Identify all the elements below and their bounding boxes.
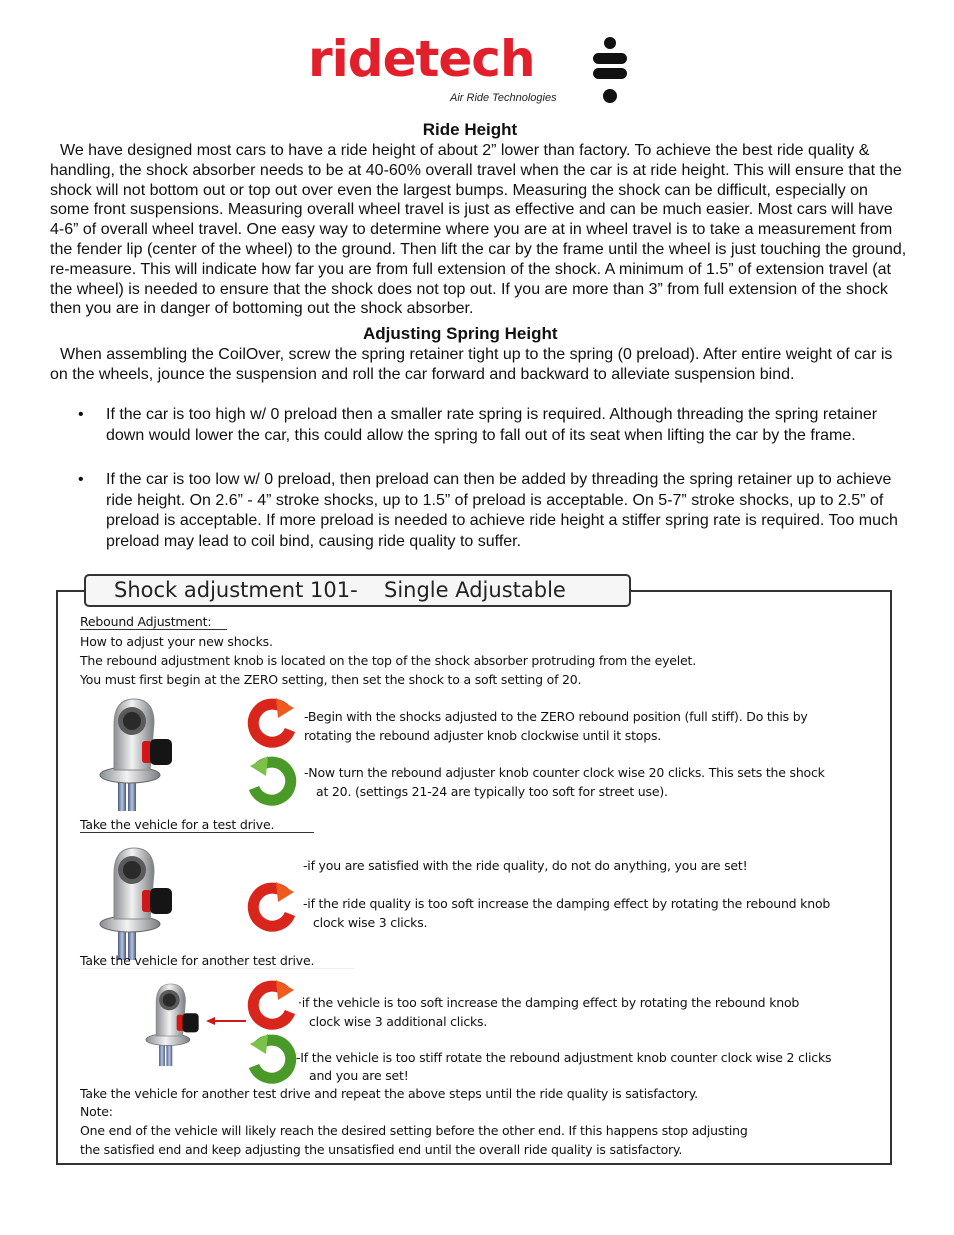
- pointer-arrow-icon: [206, 1017, 246, 1025]
- step1-red-text: -Begin with the shocks adjusted to the ZERO rebound position (full stiff). Do this by: [304, 709, 808, 724]
- shock-absorber-image: [92, 844, 182, 964]
- step2-red-text: clock wise 3 clicks.: [313, 915, 428, 930]
- rebound-heading: Rebound Adjustment:: [80, 614, 227, 630]
- counterclockwise-arrow-icon: [246, 1032, 298, 1084]
- bullet-dot: •: [78, 471, 84, 488]
- intro-line: You must first begin at the ZERO setting, then set the shock to a soft setting of 20.: [80, 672, 582, 687]
- step2-satisfied-text: -if you are satisfied with the ride quality, do not do anything, you are set!: [303, 858, 748, 873]
- note-text: One end of the vehicle will likely reach the desired setting before the other end. If this happens stop adjusting: [80, 1123, 748, 1138]
- ride-height-heading: Ride Height: [422, 120, 518, 139]
- spring-height-heading: Adjusting Spring Height: [363, 324, 558, 343]
- step2-red-text: -if the ride quality is too soft increase the damping effect by rotating the rebound knob: [303, 896, 831, 911]
- step3-red-text: ·if the vehicle is too soft increase the damping effect by rotating the rebound knob: [298, 995, 800, 1010]
- step3-red-text: clock wise 3 additional clicks.: [309, 1014, 488, 1029]
- test-drive-heading: Take the vehicle for a test drive.: [80, 817, 314, 833]
- ride-height-text: We have designed most cars to have a ride height of about 2” lower than factory. To achieve the best ride quality & handling, the shock absorber needs to be at 40-60% overall travel when the car is at ride height. This will ensure that the shock will not bottom out or top out over even the largest bumps. Measuring the shock can be difficult, especially on some front suspensions. Measuring overall wheel travel is just as effective and can be much easier. Most cars will have 4-6” of overall wheel travel. One easy way to determine where you are at in wheel travel is to take a measurement from the fender lip (center of the wheel) to the ground. Then lift the car by the frame until the wheel is just touching the ground, re-measure. This will indicate how far you are from full extension of the shock. A minimum of 1.5” of extension travel (at the wheel) is needed to ensure that the shock does not top out. If you are more than 3” from full extension of the shock then you are in danger of bottoming out the shock absorber.: [50, 142, 907, 318]
- step3-green-text: and you are set!: [309, 1068, 409, 1083]
- clockwise-arrow-icon: [246, 696, 298, 748]
- bullet-text: If the car is too high w/ 0 preload then a smaller rate spring is required. Although threading the spring retainer down would lower the car, this could allow the spring to fall out of its seat when lifting the car by the frame.: [106, 406, 878, 444]
- bullet-text: If the car is too low w/ 0 preload, then preload can then be added by threading the spring retainer up to achieve ride height. On 2.6” - 4” stroke shocks, up to 1.5” of preload is acceptable. On 5-7” stroke shocks, up to 2.5” of preload is acceptable. If more preload is needed to achieve ride height a stiffer spring rate is required. Too much preload may lead to coil bind, causing ride quality to suffer.: [106, 471, 898, 550]
- bullet-dot: •: [78, 406, 84, 423]
- step1-green-text: at 20. (settings 21-24 are typically too soft for street use).: [316, 784, 668, 799]
- frame-divider: [628, 590, 892, 592]
- counterclockwise-arrow-icon: [246, 754, 298, 806]
- step1-red-text: rotating the rebound adjuster knob clockwise until it stops.: [304, 728, 662, 743]
- logo-mark-icon: [592, 36, 628, 106]
- intro-line: How to adjust your new shocks.: [80, 634, 273, 649]
- clockwise-arrow-icon: [246, 978, 298, 1030]
- step3-green-text: -If the vehicle is too stiff rotate the rebound adjustment knob counter clock wise 2 clicks: [296, 1050, 832, 1065]
- step1-green-text: -Now turn the rebound adjuster knob counter clock wise 20 clicks. This sets the shock: [304, 765, 825, 780]
- logo-brand: ridetech: [308, 30, 535, 88]
- logo-tagline: Air Ride Technologies: [450, 92, 557, 104]
- repeat-instruction: Take the vehicle for another test drive and repeat the above steps until the ride quality is satisfactory.: [80, 1086, 698, 1101]
- ride-height-paragraph: [50, 141, 910, 319]
- note-text: the satisfied end and keep adjusting the unsatisfied end until the overall ride quality is satisfactory.: [80, 1142, 683, 1157]
- spring-height-paragraph: [50, 345, 910, 385]
- title-left: Shock adjustment 101-: [114, 578, 358, 602]
- shock-adjustment-title: [84, 574, 631, 607]
- frame-divider: [56, 590, 86, 592]
- intro-line: The rebound adjustment knob is located on the top of the shock absorber protruding from the eyelet.: [80, 653, 697, 668]
- spring-height-text: When assembling the CoilOver, screw the spring retainer tight up to the spring (0 preload). After entire weight of car is on the wheels, jounce the suspension and roll the car forward and backward to alleviate suspension bind.: [50, 346, 893, 383]
- shock-absorber-image: [92, 695, 182, 815]
- clockwise-arrow-icon: [246, 880, 298, 932]
- shock-absorber-image: [140, 980, 206, 1070]
- title-right: Single Adjustable: [384, 578, 566, 602]
- ridetech-logo: [308, 30, 648, 108]
- test-drive-heading: Take the vehicle for another test drive.: [80, 953, 354, 969]
- note-label: Note:: [80, 1104, 113, 1119]
